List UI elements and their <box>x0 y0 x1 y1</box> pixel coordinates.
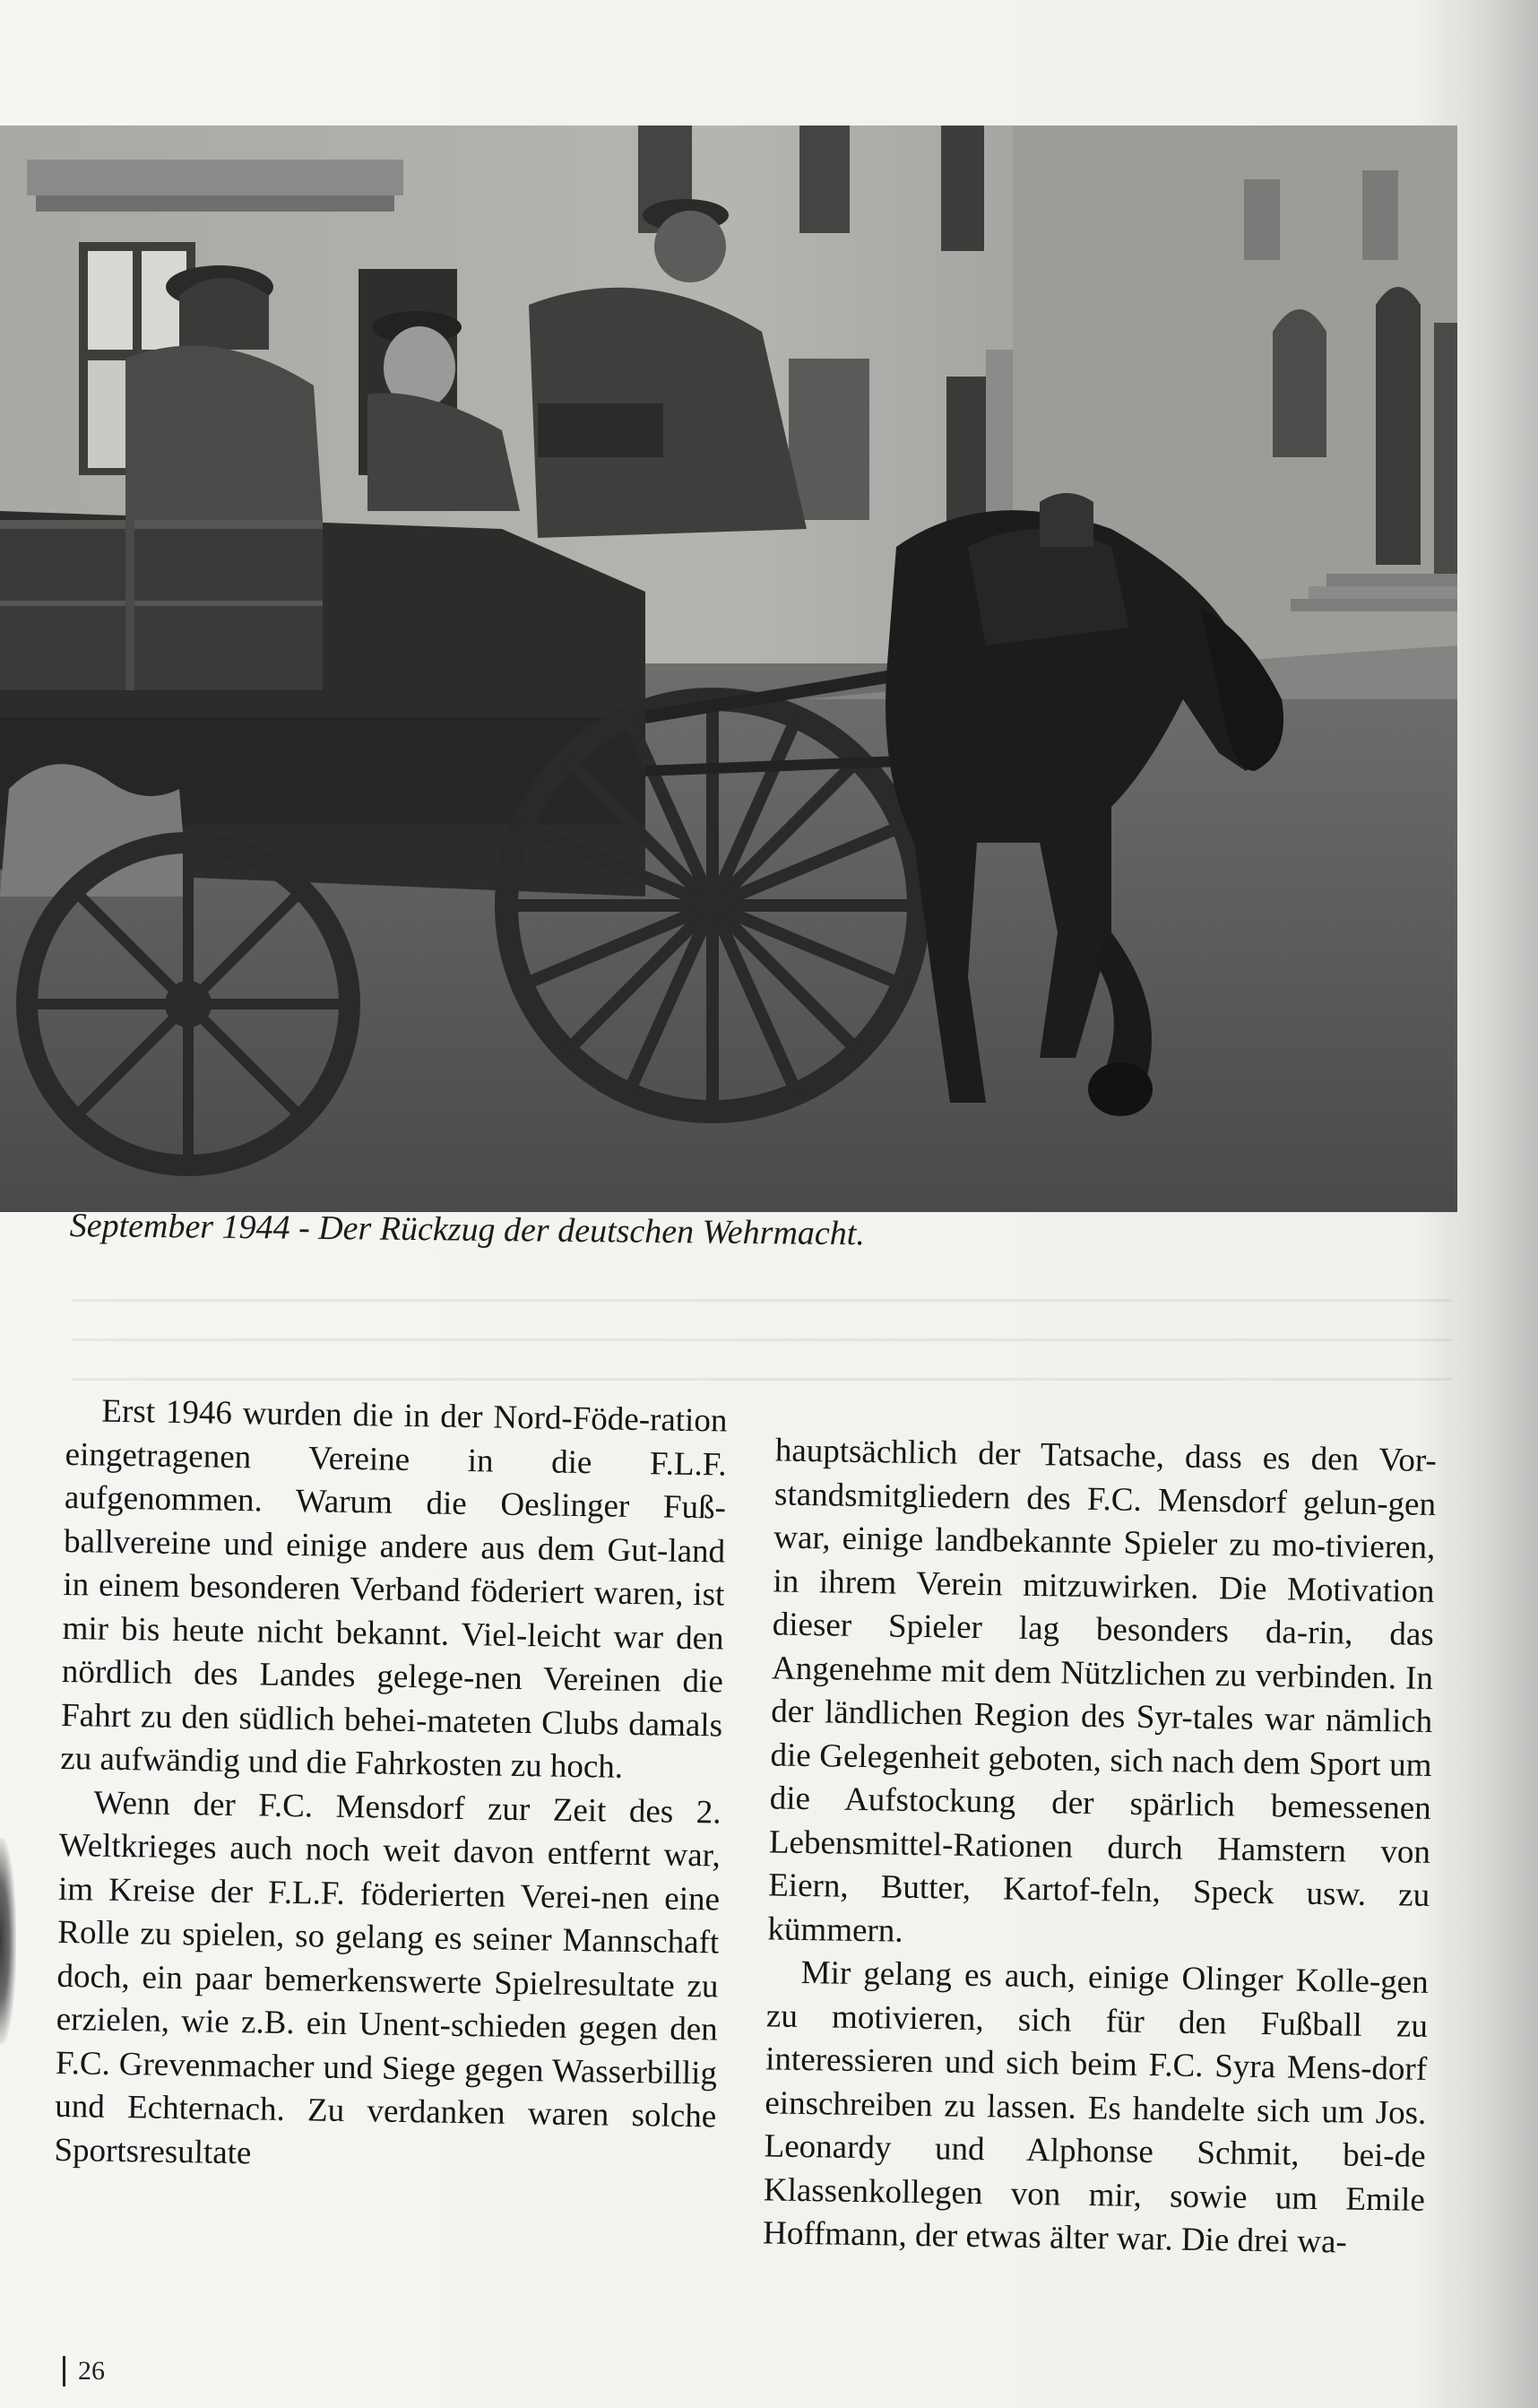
left-column <box>54 1390 728 2182</box>
page-edge-shadow <box>0 1838 16 2044</box>
historical-photo <box>0 126 1457 1212</box>
folio-rule <box>63 2356 65 2386</box>
show-through-texture <box>72 1273 1452 1381</box>
page-number <box>63 2356 105 2386</box>
right-column <box>763 1429 1437 2265</box>
page-number-text: 26 <box>78 2356 105 2386</box>
paragraph: Erst 1946 wurden die in der Nord-Föde-ration eingetragenen Vereine in die F.L.F. aufgenommen. Warum die Oeslinger Fuß-ballvereine und einige andere aus dem Gut-land in einem besonderen Verband föderiert waren, ist mir bis heute nicht bekannt. Viel-leicht war den nördlich des Landes gelege-nen Vereinen die Fahrt zu den südlich behei-mateten Clubs damals zu aufwändig und die Fahrkosten zu hoch. <box>60 1392 728 1786</box>
photo-caption: September 1944 - Der Rückzug der deutschen Wehrmacht. <box>69 1206 866 1253</box>
paragraph: Mir gelang es auch, einige Olinger Kolle-gen zu motivieren, sich für den Fußball zu interessieren und sich beim F.C. Syra Mens-dorf einschreiben zu lassen. Es handelte sich um Jos. Leonardy und Alphonse Schmit, bei-de Klassenkollegen von mir, sowie um Emile Hoffmann, der etwas älter war. Die drei wa- <box>762 1953 1429 2261</box>
paragraph: hauptsächlich der Tatsache, dass es den Vor-standsmitgliedern des F.C. Mensdorf gelun-gen war, einige landbekannte Spieler zu mo-tivieren, in ihrem Verein mitzuwirken. Die Motivation dieser Spieler lag besonders da-rin, das Angenehme mit dem Nützlichen zu verbinden. In der ländlichen Region des Syr-tales war nämlich die Gelegenheit geboten, sich nach dem Sport um die Aufstockung der spärlich bemessenen Lebensmittel-Rationen durch Hamstern von Eiern, Butter, Kartof-feln, Speck usw. zu kümmern. <box>767 1432 1438 1950</box>
text-columns <box>52 1381 1465 2299</box>
paragraph: Wenn der F.C. Mensdorf zur Zeit des 2. Weltkrieges auch noch weit davon entfernt war, im Kreise der F.L.F. föderierten Verei-nen eine Rolle zu spielen, so gelang es seiner Mannschaft doch, ein paar bemerkenswerte Spielresultate zu erzielen, wie z.B. ein Unent-schieden gegen den F.C. Grevenmacher und Siege gegen Wasserbillig und Echternach. Zu verdanken waren solche Sportsresultate <box>54 1784 721 2171</box>
horse-cart-photo-icon <box>0 126 1457 1212</box>
